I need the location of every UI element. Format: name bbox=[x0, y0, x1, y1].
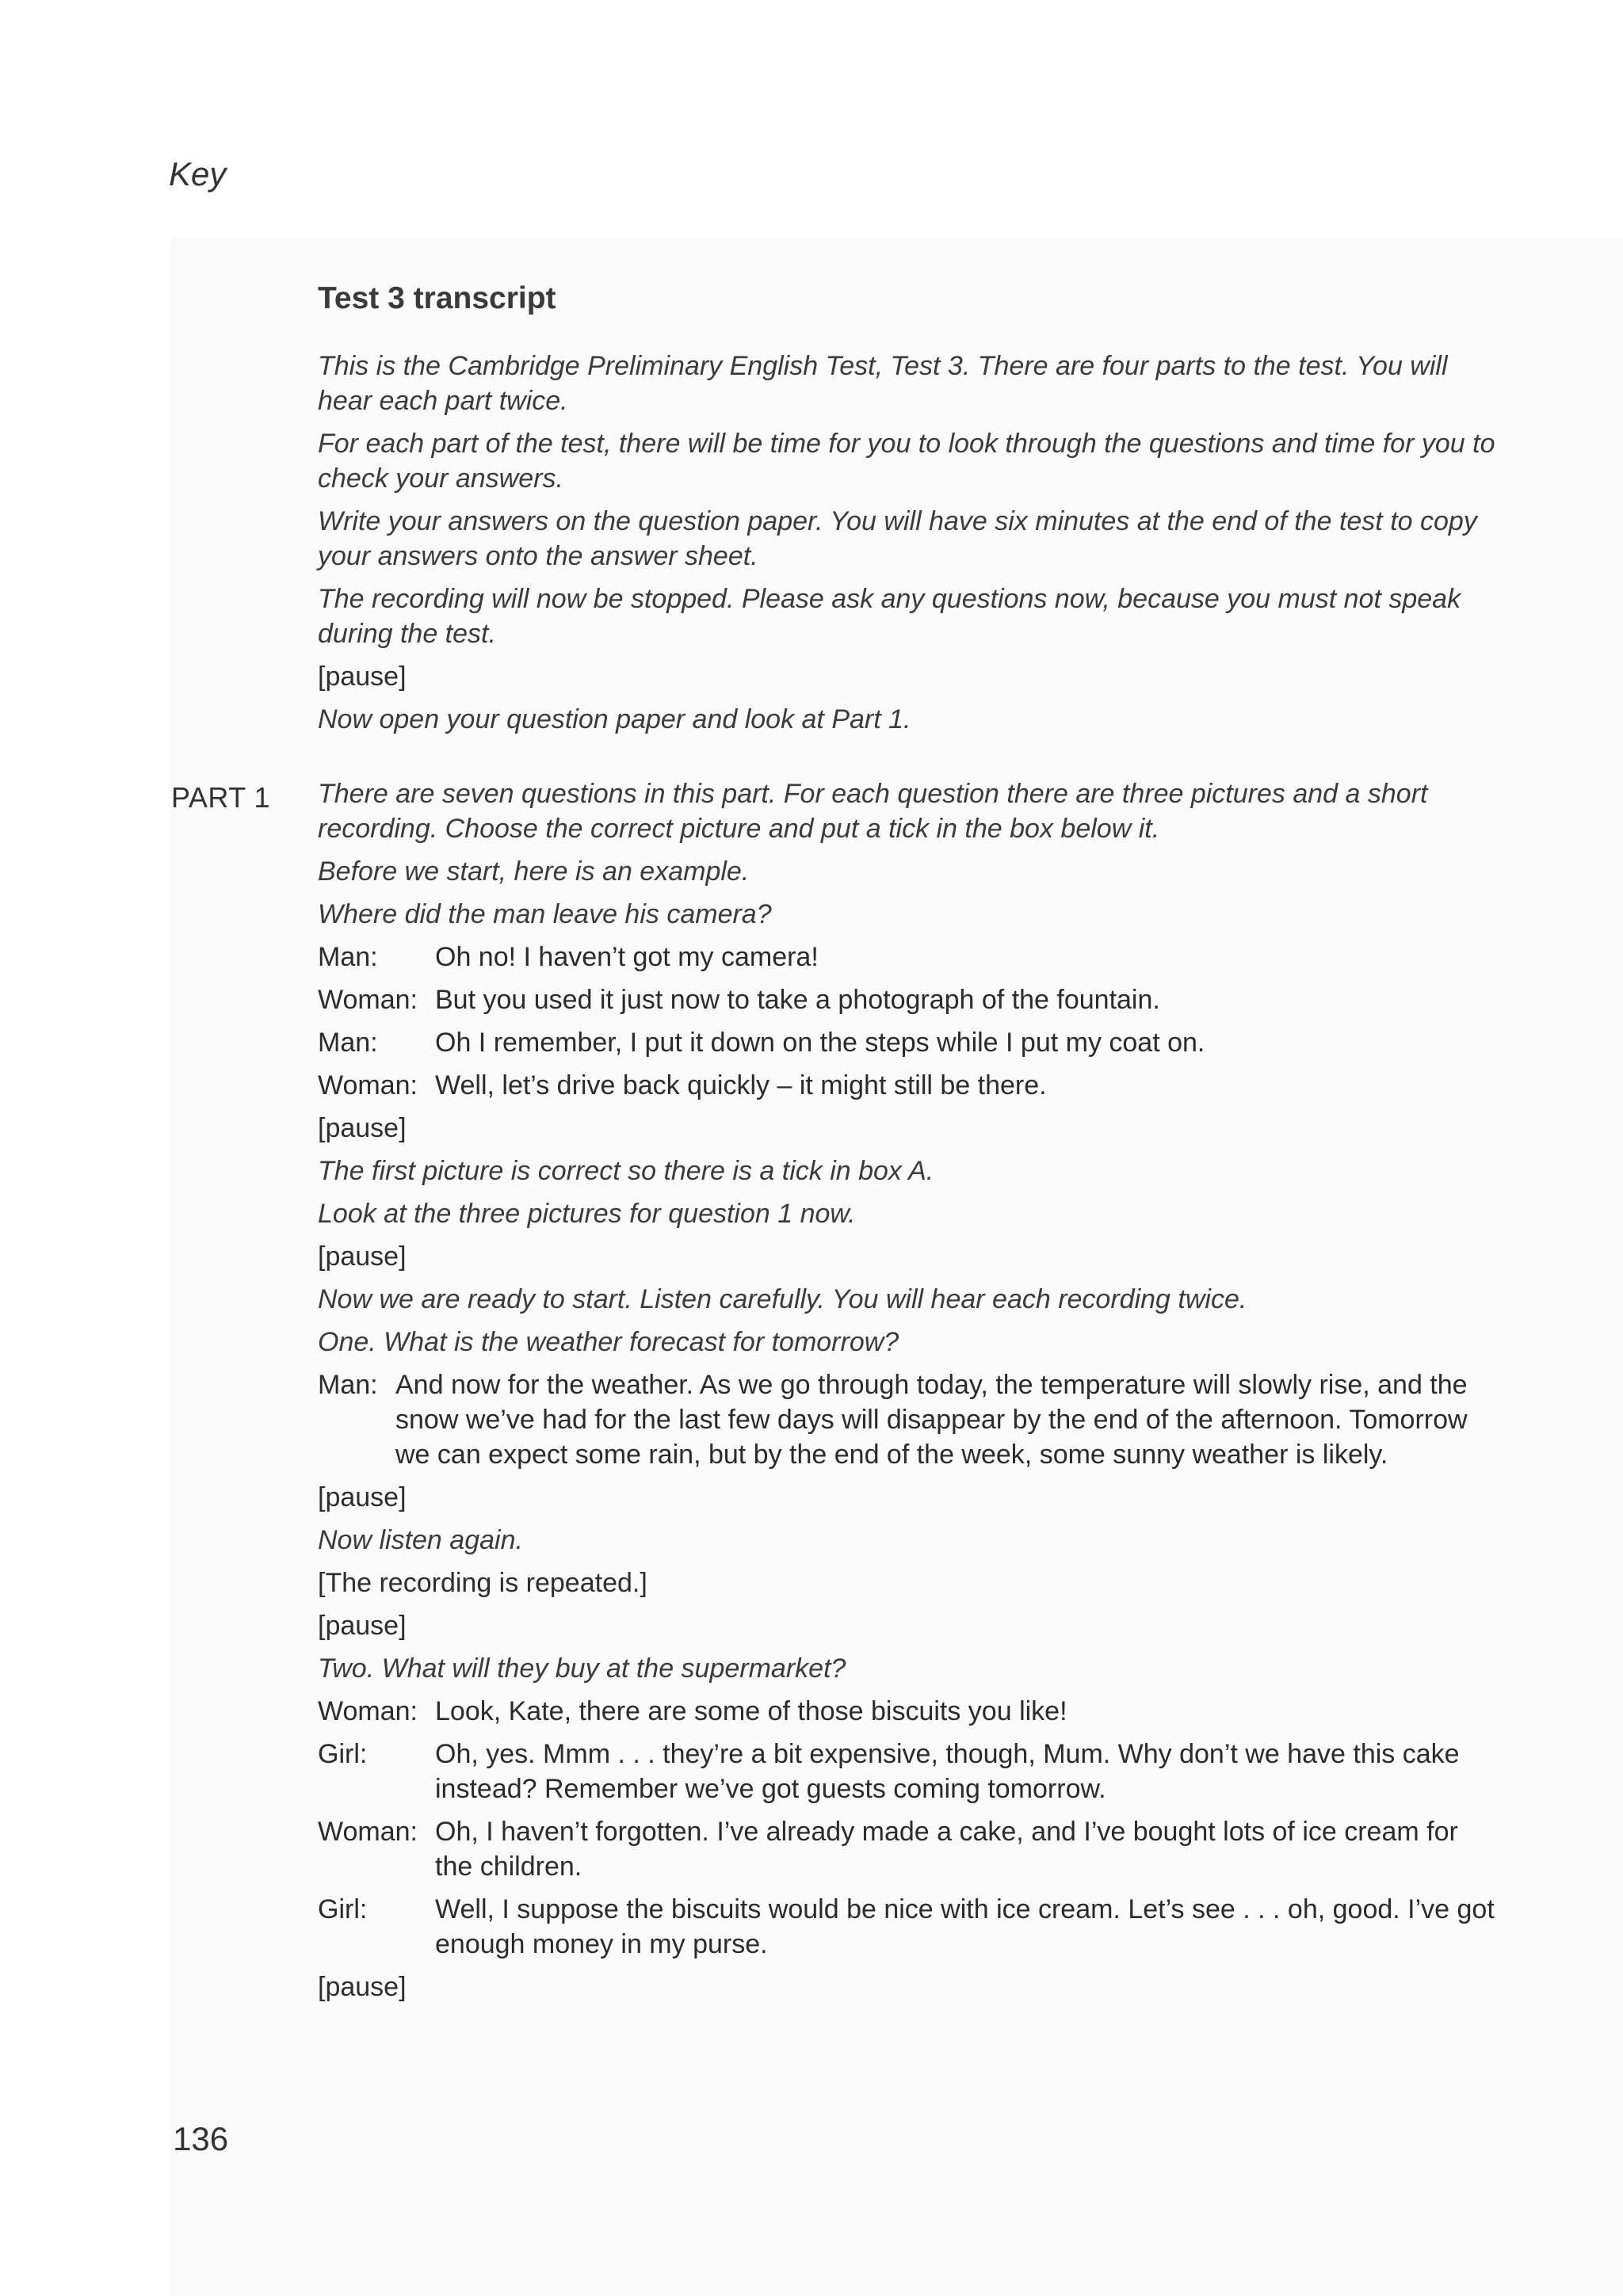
pause-marker: [pause] bbox=[318, 1972, 407, 2002]
speech-text: Well, let’s drive back quickly – it might still be there. bbox=[435, 1070, 1047, 1100]
speaker-name: Woman: bbox=[318, 1696, 418, 1726]
pause-marker: [pause] bbox=[318, 1611, 407, 1641]
speaker-name: Girl: bbox=[318, 1894, 368, 1924]
dialogue-line bbox=[318, 1737, 1499, 1806]
pause-marker: [pause] bbox=[318, 1241, 407, 1272]
intro-paragraph: For each part of the test, there will be time for you to look through the questions and time for you to check your answers. bbox=[318, 429, 1495, 494]
instruction: Now listen again. bbox=[318, 1525, 523, 1555]
intro-paragraph: Write your answers on the question paper. You will have six minutes at the end of the test to copy your answers onto the answer sheet. bbox=[318, 506, 1477, 571]
instruction: Before we start, here is an example. bbox=[318, 856, 750, 887]
speaker-name: Man: bbox=[318, 942, 378, 972]
dialogue-line bbox=[318, 1814, 1499, 1884]
part1-section bbox=[318, 776, 1499, 2004]
instruction: The first picture is correct so there is a tick in box A. bbox=[318, 1156, 934, 1186]
speech-text: Oh, I haven’t forgotten. I’ve already made a cake, and I’ve bought lots of ice cream for the children. bbox=[435, 1817, 1458, 1882]
question-prompt: Where did the man leave his camera? bbox=[318, 899, 772, 929]
instruction: There are seven questions in this part. For each question there are three pictures and a short recording. Choose the correct picture and put a tick in the box below it. bbox=[318, 779, 1428, 844]
intro-section bbox=[318, 349, 1499, 737]
dialogue-line bbox=[318, 1025, 1499, 1060]
page-number: 136 bbox=[173, 2120, 229, 2157]
speech-text: Oh, yes. Mmm . . . they’re a bit expensive, though, Mum. Why don’t we have this cake instead? Remember we’ve got guests coming tomorrow. bbox=[435, 1739, 1460, 1804]
dialogue-line bbox=[318, 1892, 1499, 1962]
part-label: PART 1 bbox=[171, 781, 271, 814]
transcript-content bbox=[318, 279, 1499, 2012]
running-head: Key bbox=[169, 155, 227, 193]
instruction: Now we are ready to start. Listen carefully. You will hear each recording twice. bbox=[318, 1284, 1247, 1314]
dialogue-line bbox=[318, 940, 1499, 974]
speech-text: And now for the weather. As we go through today, the temperature will slowly rise, and the snow we’ve had for the last few days will disappear by the end of the afternoon. Tomorrow we can expect some rain, but by the end of the week, some sunny weather is likely. bbox=[395, 1370, 1468, 1470]
pause-marker: [pause] bbox=[318, 662, 407, 692]
speech-text: But you used it just now to take a photograph of the fountain. bbox=[435, 985, 1160, 1015]
speaker-name: Man: bbox=[318, 1028, 378, 1058]
speaker-name: Woman: bbox=[318, 1817, 418, 1847]
pause-marker: [pause] bbox=[318, 1482, 407, 1512]
speaker-name: Woman: bbox=[318, 1070, 418, 1100]
speaker-name: Man: bbox=[318, 1370, 378, 1400]
dialogue-line bbox=[318, 1694, 1499, 1729]
speech-text: Well, I suppose the biscuits would be nice with ice cream. Let’s see . . . oh, good. I’ve got enough money in my purse. bbox=[435, 1894, 1495, 1959]
intro-paragraph: The recording will now be stopped. Please ask any questions now, because you must not speak during the test. bbox=[318, 584, 1461, 649]
speaker-name: Woman: bbox=[318, 985, 418, 1015]
speech-text: Oh no! I haven’t got my camera! bbox=[435, 942, 819, 972]
stage-direction: [The recording is repeated.] bbox=[318, 1568, 647, 1598]
speech-text: Look, Kate, there are some of those biscuits you like! bbox=[435, 1696, 1067, 1726]
dialogue-line bbox=[318, 1367, 1499, 1472]
speech-text: Oh I remember, I put it down on the steps while I put my coat on. bbox=[435, 1028, 1205, 1058]
page-title: Test 3 transcript bbox=[318, 281, 556, 315]
dialogue-line bbox=[318, 982, 1499, 1017]
pause-marker: [pause] bbox=[318, 1113, 407, 1143]
intro-paragraph: Now open your question paper and look at Part 1. bbox=[318, 704, 911, 734]
speaker-name: Girl: bbox=[318, 1739, 368, 1769]
dialogue-line bbox=[318, 1068, 1499, 1103]
intro-paragraph: This is the Cambridge Preliminary English Test, Test 3. There are four parts to the test. You will hear each part twice. bbox=[318, 351, 1448, 416]
instruction: Look at the three pictures for question 1 now. bbox=[318, 1199, 856, 1229]
question-prompt: Two. What will they buy at the supermarket? bbox=[318, 1653, 846, 1684]
question-prompt: One. What is the weather forecast for tomorrow? bbox=[318, 1327, 899, 1357]
